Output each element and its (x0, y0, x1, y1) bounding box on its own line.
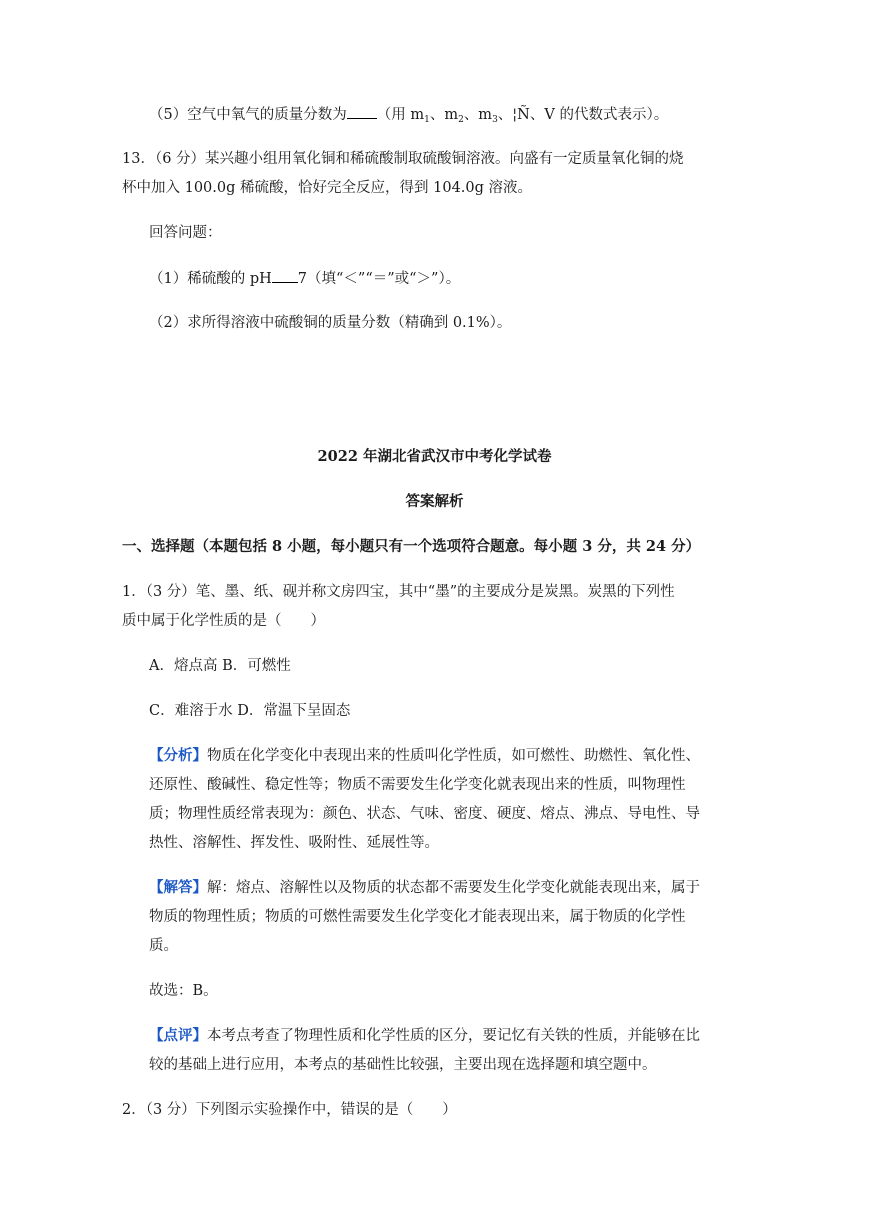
q12-part5-hint: 、¦Ñ、V 的代数式表示）。 (497, 107, 669, 123)
q1-analysis-line2: 还原性、酸碱性、稳定性等；物质不需要发生化学变化就表现出来的性质，叫物理性 (149, 777, 686, 793)
answer-blank (272, 268, 298, 283)
q1-analysis-line1 (149, 746, 700, 766)
subscript: 2 (458, 115, 464, 125)
q1-analysis-line4: 热性、溶解性、挥发性、吸附性、延展性等。 (149, 835, 439, 851)
answer-blank (347, 104, 377, 119)
comment-tag: 【点评】 (149, 1027, 207, 1044)
q1-solution-line1 (149, 878, 700, 898)
q1-stem-line1: 1．（3 分）笔、墨、纸、砚并称文房四宝，其中“墨”的主要成分是炭黑。炭黑的下列性 (122, 584, 675, 600)
analysis-text: 物质在化学变化中表现出来的性质叫化学性质，如可燃性、助燃性、氧化性、 (207, 748, 700, 764)
q12-part5-hint: 、m (463, 107, 493, 123)
q1-comment-line1 (149, 1026, 700, 1046)
q2-stem-line1: 2．（3 分）下列图示实验操作中，错误的是（ ） (122, 1102, 457, 1118)
subscript: 3 (492, 115, 498, 125)
q13-answer-prompt: 回答问题： (149, 225, 222, 241)
q1-solution-line3: 质。 (149, 938, 178, 954)
q13-stem-line1: 13．（6 分）某兴趣小组用氧化铜和稀硫酸制取硫酸铜溶液。向盛有一定质量氧化铜的烧 (122, 151, 684, 167)
comment-text: 本考点考查了物理性质和化学性质的区分，要记忆有关铁的性质，并能够在比 (207, 1028, 700, 1044)
q13-stem-line2: 杯中加入 100.0g 稀硫酸，恰好完全反应，得到 104.0g 溶液。 (122, 180, 533, 196)
q1-solution-line2: 物质的物理性质；物质的可燃性需要发生化学变化才能表现出来，属于物质的化学性 (149, 909, 686, 925)
q1-comment-line2: 较的基础上进行应用，本考点的基础性比较强，主要出现在选择题和填空题中。 (149, 1057, 657, 1073)
q12-part5-hint: 、m (429, 107, 459, 123)
solution-tag: 【解答】 (149, 879, 207, 896)
q12-part5-hint: （用 m (376, 107, 425, 123)
solution-text: 解：熔点、溶解性以及物质的状态都不需要发生化学变化就能表现出来，属于 (207, 880, 700, 896)
q13-part1-text: （1）稀硫酸的 pH (149, 271, 272, 287)
q13-part1-hint: 7（填“＜”“＝”或“＞”）。 (297, 271, 461, 287)
q12-part5-text: （5）空气中氧气的质量分数为 (149, 107, 347, 123)
q1-options-ab: A．熔点高 B．可燃性 (149, 658, 291, 674)
q12-part5 (149, 104, 668, 130)
exam-title: 2022 年湖北省武汉市中考化学试卷 (317, 448, 552, 465)
answer-title: 答案解析 (405, 493, 464, 510)
analysis-tag: 【分析】 (149, 747, 207, 764)
q1-choice: 故选：B。 (149, 983, 218, 999)
q13-part2: （2）求所得溶液中硫酸铜的质量分数（精确到 0.1%）。 (149, 315, 512, 331)
q13-part1 (149, 268, 460, 289)
section-heading: 一、选择题（本题包括 8 小题，每小题只有一个选项符合题意。每小题 3 分，共 24 分） (122, 538, 701, 555)
q1-analysis-line3: 质；物理性质经常表现为：颜色、状态、气味、密度、硬度、熔点、沸点、导电性、导 (149, 806, 700, 822)
q1-stem-line2: 质中属于化学性质的是（ ） (122, 613, 325, 629)
q1-options-cd: C．难溶于水 D．常温下呈固态 (149, 703, 351, 719)
subscript: 1 (424, 115, 430, 125)
